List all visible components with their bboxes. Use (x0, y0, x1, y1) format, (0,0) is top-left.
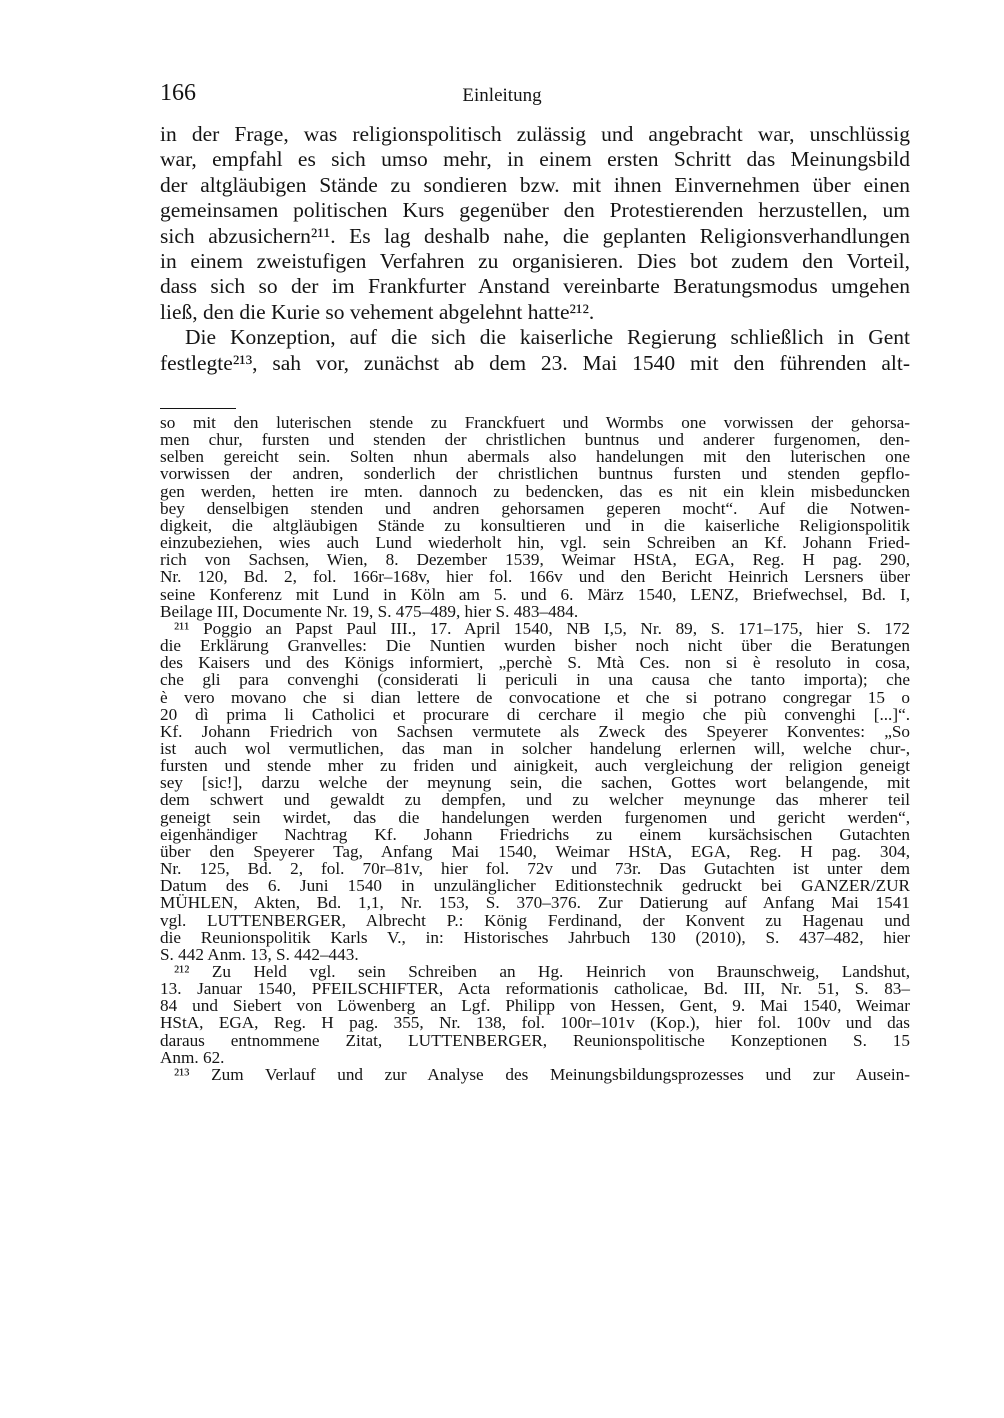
footnote-line: fursten und stende mher zu friden und ainigkeit, auch vergleichung der religion geneigt (160, 756, 910, 776)
footnote-line: Nr. 120, Bd. 2, fol. 166r–168v, hier fol. 166v und den Bericht Heinrich Lersners über (160, 567, 910, 587)
footnote-line: vorwissen der andren, sonderlich der christlichen buntnus fursten und stenden gepflo- (160, 464, 910, 484)
footnote-line: vgl. LUTTENBERGER, Albrecht P.: König Ferdinand, der Konvent zu Hagenau und (160, 910, 910, 930)
footnote-line: 13. Januar 1540, PFEILSCHIFTER, Acta reformationis catholicae, Bd. III, Nr. 51, S. 83– (160, 979, 910, 999)
footnote-line: Datum des 6. Juni 1540 in unzulänglicher Editionstechnik gedruckt bei GANZER/ZUR (160, 876, 910, 896)
footnote-line: eigenhändiger Nachtrag Kf. Johann Friedrichs zu einem kursächsischen Gutachten (160, 824, 910, 844)
footnote-line: Nr. 125, Bd. 2, fol. 70r–81v, hier fol. 72v und 73r. Das Gutachten ist unter dem (160, 859, 910, 879)
footnote-line: ²¹³ Zum Verlauf und zur Analyse des Meinungsbildungsprozesses und zur Ausein- (174, 1064, 910, 1084)
footnote-line: MÜHLEN, Akten, Bd. 1,1, Nr. 153, S. 370–376. Zur Datierung auf Anfang Mai 1541 (160, 893, 910, 913)
footnote-line: digkeit, die altgläubigen Stände zu konsultieren und in die kaiserliche Religionspolitik (160, 515, 910, 535)
main-text-line: festlegte²¹³, sah vor, zunächst ab dem 23. Mai 1540 mit den führenden alt- (160, 350, 910, 375)
footnote-line: che gli para convenghi (considerati li periculi in una causa che tanto importa); che (160, 670, 910, 690)
footnote-line: 84 und Siebert von Löwenberg an Lgf. Philipp von Hessen, Gent, 9. Mai 1540, Weimar (160, 996, 910, 1016)
page-number: 166 (160, 80, 196, 106)
footnote-rule (160, 408, 236, 409)
footnote-line: HStA, EGA, Reg. H pag. 355, Nr. 138, fol. 100r–101v (Kop.), hier fol. 100v und das (160, 1013, 910, 1033)
main-text-line: war, empfahl es sich umso mehr, in einem ersten Schritt das Meinungsbild (160, 147, 910, 172)
footnote-line: des Kaisers und des Königs informiert, „perchè S. Mtà Ces. non si è resoluto in cosa, (160, 653, 910, 673)
footnote-line: rich von Sachsen, Wien, 8. Dezember 1539, Weimar HStA, EGA, Reg. H pag. 290, (160, 550, 910, 570)
main-text-line: dass sich so der im Frankfurter Anstand vereinbarte Beratungsmodus umgehen (160, 274, 910, 299)
footnote-line: die Erklärung Granvelles: Die Nuntien wurden bisher noch nicht über die Beratungen (160, 636, 910, 656)
main-text (160, 122, 910, 376)
main-text-line: in einem zweistufigen Verfahren zu organisieren. Dies bot zudem den Vorteil, (160, 249, 910, 274)
footnote-line: gen werden, hetten ire mten. dannoch zu bedencken, das es nit ein klein misbeduncken (160, 481, 910, 501)
footnote-line: ist auch wol vermutlichen, das man in solcher handelung erlernen will, welche chur-, (160, 738, 910, 758)
footnote-line: 20 dì prima li Catholici et procurare di cerchare il megio che più convenghi [...]“. (160, 704, 910, 724)
footnote-line: so mit den luterischen stende zu Franckfuert und Wormbs one vorwissen der gehorsa- (160, 413, 910, 432)
main-text-line: gemeinsamen politischen Kurs gegenüber den Protestierenden herzustellen, um (160, 198, 910, 223)
footnote-line: bey denselbigen stenden und andren gehorsamen geperen mocht“. Auf die Notwen- (160, 498, 910, 518)
footnote-line: sey [sic!], darzu welche der meynung sein, die sachen, Gottes wort belangende, mit (160, 773, 910, 793)
footnote-line: über den Speyerer Tag, Anfang Mai 1540, Weimar HStA, EGA, Reg. H pag. 304, (160, 841, 910, 861)
footnote-line: ²¹¹ Poggio an Papst Paul III., 17. April 1540, NB I,5, Nr. 89, S. 171–175, hier S. 172 (174, 618, 910, 638)
footnote-line: seine Konferenz mit Lund in Köln am 5. und 6. März 1540, LENZ, Briefwechsel, Bd. I, (160, 584, 910, 604)
main-text-line: ließ, den die Kurie so vehement abgelehnt hatte²¹². (160, 299, 595, 324)
footnote-line: Anm. 62. (160, 1047, 225, 1067)
footnote-line: daraus entnommene Zitat, LUTTENBERGER, Reunionspolitische Konzeptionen S. 15 (160, 1030, 910, 1050)
footnote-line: è vero movano che si dian lettere de convocatione et che si potrano congregar 15 o (160, 687, 910, 707)
main-text-line: sich abzusichern²¹¹. Es lag deshalb nahe, die geplanten Religionsverhandlungen (160, 223, 910, 248)
footnote-line: dem schwert und gewaldt zu dempfen, und zu welcher meynunge das mherer teil (160, 790, 910, 810)
main-text-line: der altgläubigen Stände zu sondieren bzw. mit ihnen Einvernehmen über einen (160, 172, 910, 197)
footnote-line: geneigt sein wirdet, das die handelungen werden furgenomen und gericht werden“, (160, 807, 910, 827)
footnotes (160, 414, 910, 1083)
running-head: Einleitung (462, 85, 542, 106)
footnote-line: Kf. Johann Friedrich von Sachsen vermutete als Zweck des Speyerer Konventes: „So (160, 721, 910, 741)
footnote-line: men chur, fursten und stenden der christlichen buntnus und anderer furgenomen, den- (160, 430, 910, 450)
main-text-line: Die Konzeption, auf die sich die kaiserliche Regierung schließlich in Gent (185, 325, 910, 350)
footnote-line: einzubeziehen, wies auch Lund wiederholt hin, vgl. sein Schreiben an Kf. Johann Fried- (160, 533, 910, 553)
main-text-line: in der Frage, was religionspolitisch zulässig und angebracht war, unschlüssig (160, 122, 910, 146)
footnote-line: ²¹² Zu Held vgl. sein Schreiben an Hg. Heinrich von Braunschweig, Landshut, (174, 962, 910, 981)
footnote-line: die Reunionspolitik Karls V., in: Historisches Jahrbuch 130 (2010), S. 437–482, hier (160, 927, 910, 947)
footnote-line: selben gereicht sein. Solten nhun abermals also handelungen mit den luterischen one (160, 447, 910, 467)
footnote-line: S. 442 Anm. 13, S. 442–443. (160, 944, 359, 964)
footnote-line: Beilage III, Documente Nr. 19, S. 475–489, hier S. 483–484. (160, 601, 579, 621)
